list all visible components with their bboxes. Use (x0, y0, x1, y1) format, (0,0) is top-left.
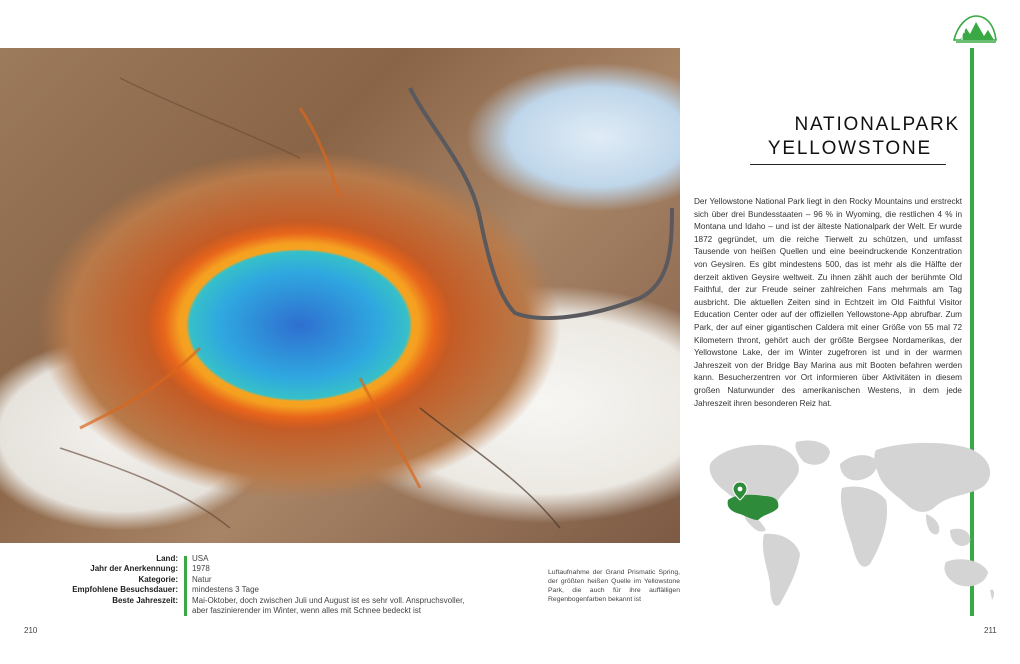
fact-value: Natur (192, 574, 212, 584)
fact-value: USA (192, 554, 209, 563)
road-overlay (0, 48, 680, 543)
page-number-left: 210 (24, 626, 38, 635)
park-title-line-1: NATIONALPARK (794, 114, 960, 135)
fact-label: Empfohlene Besuchsdauer: (72, 585, 178, 595)
grand-prismatic-spring-photo (0, 48, 680, 543)
park-description: Der Yellowstone National Park liegt in den Rocky Mountains und erstreckt sich über drei Bundesstaaten – 96 % in Wyoming, die restlichen 4 % in Montana und Idaho – und ist der älteste Nationalpark der Welt. Er wurde 1872 gegründet, um die reiche Tierwelt zu schützen, und umfasst Tausende von heißen Quellen und eine beeindruckende Konzentration von Geysiren. Es gibt mindestens 500, das ist mehr als die Hälfte der derzeit aktiven Geysire weltweit. Zu ihnen zählt auch der berühmte Old Faithful, der zur Freude seiner zahlreichen Fans mehrmals am Tag ausbricht. Die aktuellen Zeiten sind in Echtzeit im Old Faithful Visitor Education Center oder auf der offiziellen Yellowstone-App abrufbar. Zum Park, der auf einer gigantischen Caldera mit einer Größe von 55 mal 72 Kilometern thront, gehört auch der größte Bergsee Nordamerikas, der Yellowstone Lake, der im Winter zugefroren ist und in der warmen Jahreszeit von der Bridge Bay Marina aus mit Booten befahren werden kann. Besucherzentren vor Ort informieren über Aktivitäten in diesem großen Naturwunder des amerikanischen Westens, in dem jede Jahreszeit ihren besonderen Reiz hat. (694, 197, 962, 408)
world-map (700, 434, 1000, 624)
fact-row-category (0, 575, 520, 585)
title-rule (750, 164, 946, 165)
fact-value: 1978 (192, 564, 210, 574)
fact-row-duration (0, 585, 520, 595)
fact-label: Kategorie: (138, 574, 178, 584)
photo-caption: Luftaufnahme der Grand Prismatic Spring, der größten heißen Quelle im Yellowstone Park, die auch für ihre auffälligen Regenbogenfarben bekannt ist (548, 569, 680, 603)
fact-label: Land: (156, 554, 178, 563)
fact-label: Jahr der Anerkennung: (90, 564, 178, 574)
national-park-logo-icon (950, 10, 1000, 46)
fact-row-season (0, 595, 520, 615)
park-facts (0, 554, 520, 615)
fact-row-country (0, 554, 520, 564)
park-title-line-2: YELLOWSTONE (767, 138, 932, 159)
fact-value: Mai-Oktober, doch zwischen Juli und August ist es sehr voll. Anspruchsvoller, aber faszinierender im Winter, wenn alles mit Schnee bedeckt ist (192, 595, 465, 615)
fact-row-year (0, 564, 520, 574)
fact-value: mindestens 3 Tage (192, 585, 260, 595)
fact-label: Beste Jahreszeit: (112, 595, 178, 605)
page-number-right: 211 (984, 626, 997, 635)
